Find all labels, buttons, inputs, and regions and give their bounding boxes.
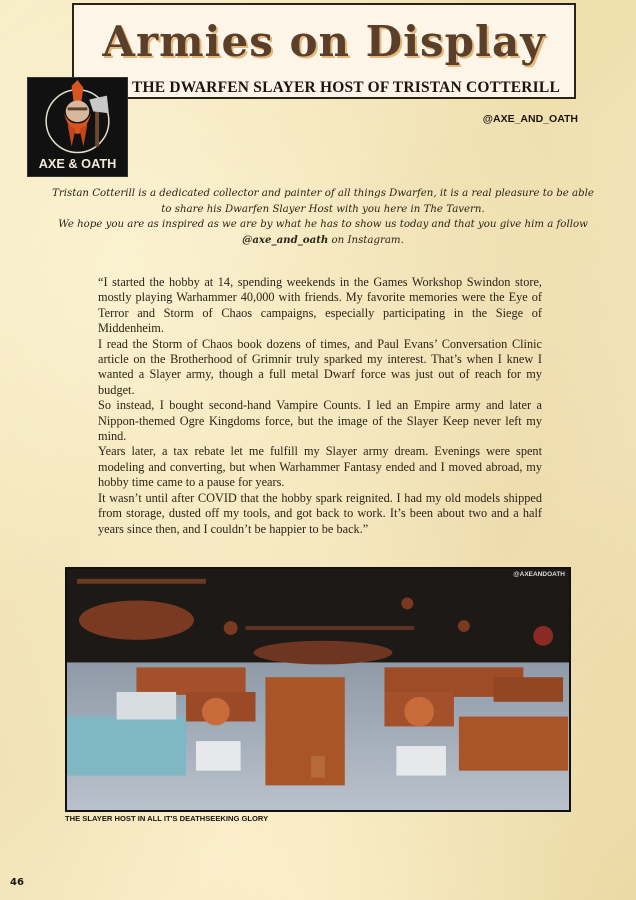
army-photo — [65, 567, 571, 812]
photo-caption: THE SLAYER HOST IN ALL IT'S DEATHSEEKING GLORY — [65, 814, 269, 823]
quote-paragraph: I read the Storm of Chaos book dozens of times, and Paul Evans’ Conversation Clinic article on the Brotherhood of Grimnir truly sparked my interest. That’s when I knew I wanted a Slayer army, though a full metal Dwarf force was just out of reach for my budget. — [98, 336, 542, 397]
photo-credit: @AXEANDOATH — [513, 571, 565, 578]
intro-text — [48, 186, 598, 248]
quote-paragraph: So instead, I bought second-hand Vampire Counts. I led an Empire army and later a Nippon-themed Ogre Kingdoms force, but the image of the Slayer Keep never left my mind. — [98, 398, 542, 444]
intro-line-1: Tristan Cotterill is a dedicated collector and painter of all things Dwarfen, it is a real pleasure to be able to share his Dwarfen Slayer Host with you here in The Tavern. — [52, 188, 594, 215]
intro-line-2: We hope you are as inspired as we are by what he has to show us today and that you give him a follow — [58, 219, 588, 231]
quote-paragraph: It wasn’t until after COVID that the hobby spark reignited. I had my old models shipped from storage, dusted off my tools, and got back to work. It’s been about two and a half years since then, and I couldn’t be happier to be back.” — [98, 490, 542, 536]
instagram-handle[interactable]: @AXE_AND_OATH — [482, 113, 578, 125]
title-banner — [72, 3, 576, 99]
quote-paragraph: Years later, a tax rebate let me fulfill my Slayer army dream. Evenings were spent modeling and converting, but when Warhammer Fantasy ended and I moved abroad, my hobby time came to a pause for years. — [98, 444, 542, 490]
instagram-suffix: on Instagram. — [328, 234, 404, 246]
dwarf-with-axe-icon — [28, 78, 127, 176]
axe-and-oath-logo — [27, 77, 128, 177]
miniature-army-image — [67, 569, 569, 810]
intro-instagram — [48, 233, 598, 249]
interview-quote — [98, 275, 542, 537]
article-subtitle: THE DWARFEN SLAYER HOST OF TRISTAN COTTERILL — [132, 79, 560, 96]
page-number: 46 — [10, 877, 24, 888]
instagram-link[interactable]: @axe_and_oath — [242, 233, 329, 246]
page-title: Armies on Display — [102, 17, 546, 66]
svg-text:AXE & OATH: AXE & OATH — [38, 156, 117, 172]
quote-paragraph: “I started the hobby at 14, spending weekends in the Games Workshop Swindon store, mostly playing Warhammer 40,000 with friends. My favorite memories were the Eye of Terror and Storm of Chaos campaigns, especially participating in the Siege of Middenheim. — [98, 275, 542, 336]
